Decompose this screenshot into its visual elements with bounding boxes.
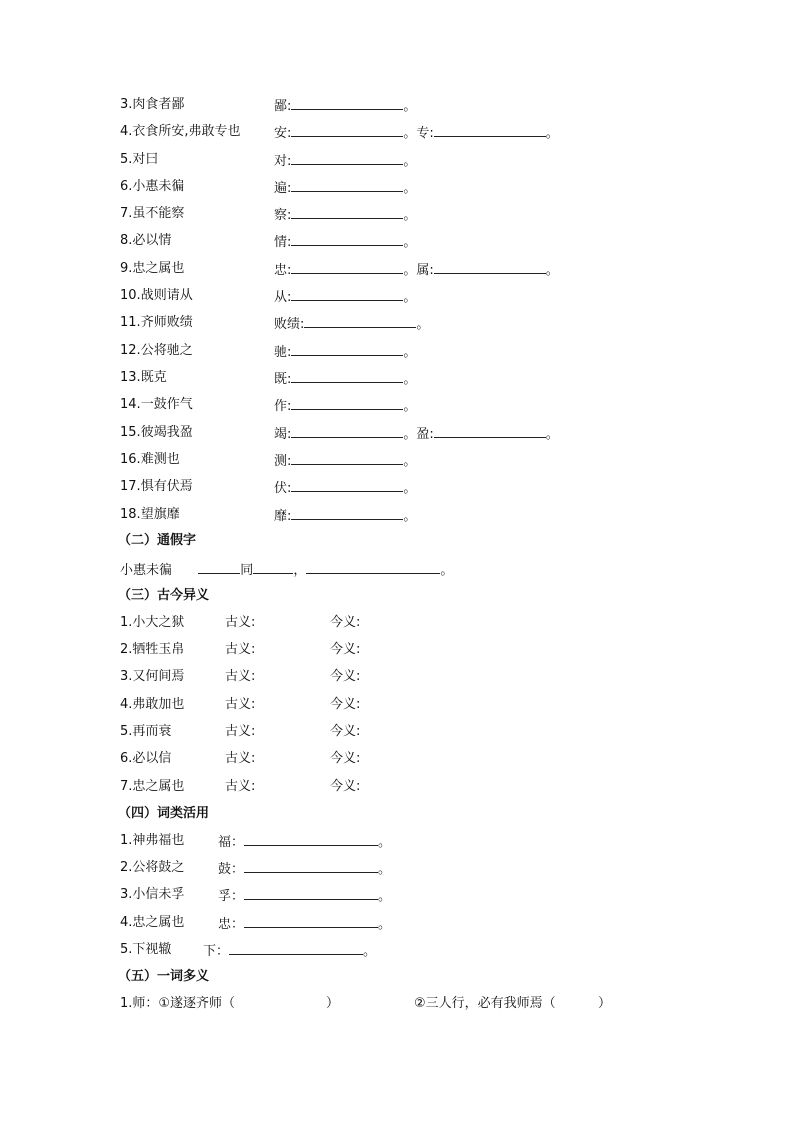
cilei-row: 4.忠之属也: [120, 915, 185, 930]
yici-part-2: ②三人行，必有我师焉（: [414, 996, 556, 1011]
answer-blank[interactable]: [291, 397, 403, 410]
vocab-row: 5.对曰: [120, 152, 159, 167]
vocab-row: 16.难测也: [120, 452, 180, 467]
answer-blank[interactable]: [244, 915, 378, 928]
answer-blank[interactable]: [291, 343, 403, 356]
answer-blank[interactable]: [198, 561, 240, 574]
jin-label: 今义:: [330, 779, 361, 794]
vocab-answer: 遍: 。: [274, 181, 417, 196]
answer-blank[interactable]: [291, 479, 403, 492]
vocab-row: 8.必以情: [120, 233, 172, 248]
cilei-answer: 福： 。: [218, 835, 392, 850]
section-heading-gujin: （三）古今异义: [118, 588, 210, 603]
vocab-row: 11.齐师败绩: [120, 315, 193, 330]
cilei-row: 5.下视辙: [120, 942, 172, 957]
vocab-answer: 驰: 。: [274, 345, 417, 360]
vocab-row: 6.小惠未徧: [120, 179, 185, 194]
vocab-answer: 作: 。: [274, 399, 417, 414]
yici-row: 1.师：①遂逐齐师（: [120, 996, 236, 1011]
gujin-row: 5.再而衰: [120, 724, 172, 739]
answer-blank[interactable]: [291, 233, 403, 246]
answer-blank[interactable]: [244, 833, 378, 846]
vocab-row: 15.彼竭我盈: [120, 425, 193, 440]
answer-blank[interactable]: [291, 370, 403, 383]
answer-blank[interactable]: [244, 860, 378, 873]
gujin-row: 2.牺牲玉帛: [120, 642, 185, 657]
gujin-row: 7.忠之属也: [120, 779, 185, 794]
vocab-row: 13.既克: [120, 370, 167, 385]
vocab-answer: 败绩: 。: [274, 317, 430, 332]
jin-label: 今义:: [330, 724, 361, 739]
vocab-answer: 既: 。: [274, 372, 417, 387]
vocab-answer: 察: 。: [274, 208, 417, 223]
answer-blank[interactable]: [291, 261, 403, 274]
section-heading-yici: （五）一词多义: [118, 969, 210, 984]
vocab-row: 7.虽不能察: [120, 206, 185, 221]
answer-blank[interactable]: [304, 315, 416, 328]
gujin-row: 3.又何间焉: [120, 669, 185, 684]
gujin-row: 1.小大之狱: [120, 615, 185, 630]
answer-blank[interactable]: [306, 561, 440, 574]
vocab-row: 10.战则请从: [120, 288, 193, 303]
jin-label: 今义:: [330, 697, 361, 712]
vocab-row: 12.公将驰之: [120, 343, 193, 358]
vocab-answer: 情: 。: [274, 235, 417, 250]
answer-blank[interactable]: [434, 261, 546, 274]
answer-blank[interactable]: [253, 561, 293, 574]
answer-blank[interactable]: [291, 425, 403, 438]
answer-blank[interactable]: [291, 179, 403, 192]
answer-blank[interactable]: [434, 425, 546, 438]
vocab-answer: 安: 。专: 。: [274, 126, 559, 141]
gu-label: 古义:: [225, 779, 256, 794]
answer-blank[interactable]: [291, 206, 403, 219]
gu-label: 古义:: [225, 642, 256, 657]
vocab-answer: 鄙: 。: [274, 99, 417, 114]
vocab-answer: 测: 。: [274, 454, 417, 469]
vocab-row: 18.望旗靡: [120, 507, 180, 522]
vocab-answer: 忠: 。属: 。: [274, 263, 559, 278]
cilei-answer: 鼓： 。: [218, 862, 392, 877]
jin-label: 今义:: [330, 615, 361, 630]
jin-label: 今义:: [330, 751, 361, 766]
gujin-row: 6.必以信: [120, 751, 172, 766]
vocab-answer: 竭: 。盈: 。: [274, 427, 559, 442]
answer-blank[interactable]: [291, 288, 403, 301]
gujin-row: 4.弗敢加也: [120, 697, 185, 712]
cilei-answer: 孚： 。: [218, 889, 392, 904]
answer-blank[interactable]: [434, 124, 546, 137]
section-heading-tongjia: （二）通假字: [118, 533, 197, 548]
jin-label: 今义:: [330, 642, 361, 657]
gu-label: 古义:: [225, 724, 256, 739]
yici-close-1: ）: [326, 996, 340, 1011]
yici-close-2: ）: [598, 996, 612, 1011]
answer-blank[interactable]: [291, 452, 403, 465]
answer-blank[interactable]: [229, 942, 363, 955]
vocab-answer: 从: 。: [274, 290, 417, 305]
vocab-answer: 对: 。: [274, 154, 417, 169]
vocab-answer: 靡: 。: [274, 509, 417, 524]
answer-blank[interactable]: [291, 152, 403, 165]
gu-label: 古义:: [225, 697, 256, 712]
gu-label: 古义:: [225, 751, 256, 766]
answer-blank[interactable]: [291, 124, 403, 137]
vocab-row: 3.肉食者鄙: [120, 97, 185, 112]
vocab-row: 9.忠之属也: [120, 261, 185, 276]
tongjia-row: 小惠未徧 同 ， 。: [120, 563, 454, 578]
answer-blank[interactable]: [291, 507, 403, 520]
section-heading-cilei: （四）词类活用: [118, 806, 210, 821]
cilei-answer: 下： 。: [203, 944, 377, 959]
cilei-answer: 忠： 。: [218, 917, 392, 932]
gu-label: 古义:: [225, 669, 256, 684]
vocab-row: 14.一鼓作气: [120, 397, 193, 412]
cilei-row: 3.小信未孚: [120, 887, 185, 902]
cilei-row: 2.公将鼓之: [120, 860, 185, 875]
vocab-row: 17.惧有伏焉: [120, 479, 193, 494]
gu-label: 古义:: [225, 615, 256, 630]
jin-label: 今义:: [330, 669, 361, 684]
answer-blank[interactable]: [244, 887, 378, 900]
vocab-row: 4.衣食所安,弗敢专也: [120, 124, 241, 139]
vocab-answer: 伏: 。: [274, 481, 417, 496]
answer-blank[interactable]: [291, 97, 403, 110]
cilei-row: 1.神弗福也: [120, 833, 185, 848]
